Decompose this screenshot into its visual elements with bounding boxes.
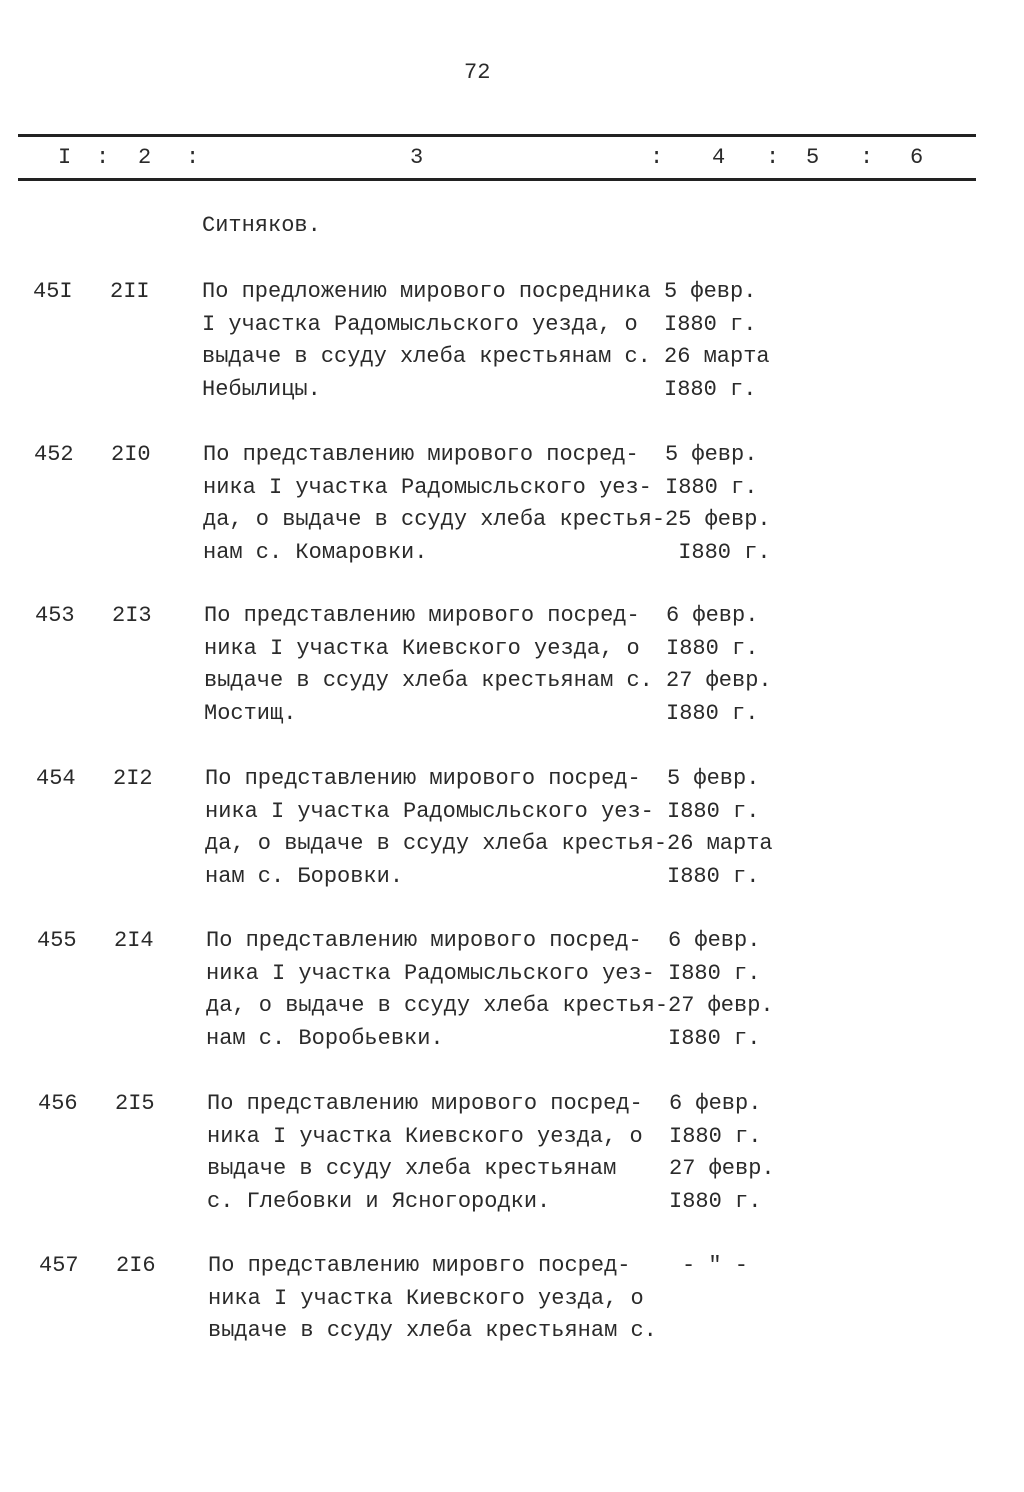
date-line: 25 февр. [665,507,771,532]
document-number: 2I0 [111,442,151,467]
column-separator: : [766,145,780,170]
description-line: По представлению мирового посред- [207,1091,643,1116]
document-number: 2I2 [113,766,153,791]
column-separator: : [96,145,110,170]
description-line: нам с. Боровки. [205,863,404,889]
document-number: 2I6 [116,1253,156,1278]
date-line: I880 г. [666,700,759,726]
column-header-5: 5 [806,145,820,170]
description-line: с. Глебовки и Ясногородки. [207,1188,551,1214]
column-header-1: I [58,145,72,170]
entry-number: 45I [33,279,73,304]
date-line: I880 г. [667,863,760,889]
description-line: да, о выдаче в ссуду хлеба крестья- [203,507,666,532]
date-line: 26 марта [664,344,770,369]
date-line: 27 февр. [668,993,774,1018]
date-line: 27 февр. [666,668,772,693]
date-line: I880 г. [669,1188,762,1214]
description-line: По предложению мирового посредника [202,279,651,304]
description-line: I участка Радомысльского уезда, о [202,311,638,337]
date-line: I880 г. [664,376,757,402]
date-line: I880 г. [665,474,758,500]
date-line: I880 г. [666,635,759,661]
description-line: По представлению мирового посред- [205,766,641,791]
description-line: да, о выдаче в ссуду хлеба крестья- [206,993,669,1018]
date-line: 6 февр. [666,603,759,628]
date-line: 27 февр. [669,1156,775,1181]
date-line: I880 г. [668,1025,761,1051]
preamble-text: Ситняков. [202,213,321,238]
description-line: нам с. Воробьевки. [206,1025,444,1051]
date-line: 26 марта [667,831,773,856]
date-line: - " - [682,1253,749,1278]
date-line: I880 г. [665,539,771,565]
description-line: да, о выдаче в ссуду хлеба крестья- [205,831,668,856]
entry-number: 454 [36,766,76,791]
date-line: 6 февр. [668,928,761,953]
column-header-6: 6 [910,145,924,170]
description-line: ника I участка Радомысльского уез- [205,798,654,824]
date-line: 5 февр. [664,279,757,304]
document-number: 2I5 [115,1091,155,1116]
document-number: 2I4 [114,928,154,953]
entry-number: 457 [39,1253,79,1278]
description-line: По представлению мирового посред- [203,442,639,467]
entry-number: 452 [34,442,74,467]
entry-number: 455 [37,928,77,953]
date-line: 5 февр. [665,442,758,467]
date-line: 5 февр. [667,766,760,791]
date-line: I880 г. [664,311,757,337]
document-number: 2I3 [112,603,152,628]
column-header-4: 4 [712,145,726,170]
description-line: нам с. Комаровки. [203,539,428,565]
description-line: ника I участка Киевского уезда, о [204,635,640,661]
document-number: 2II [110,279,150,304]
description-line: выдаче в ссуду хлеба крестьянам [207,1156,617,1181]
description-line: выдаче в ссуду хлеба крестьянам с. [204,668,653,693]
entry-number: 456 [38,1091,78,1116]
date-line: I880 г. [667,798,760,824]
description-line: По представлению мирового посред- [204,603,640,628]
page-number: 72 [464,60,491,85]
entry-number: 453 [35,603,75,628]
header-bottom-rule [18,178,976,181]
date-line: 6 февр. [669,1091,762,1116]
column-separator: : [860,145,874,170]
description-line: ника I участка Радомысльского уез- [206,960,655,986]
description-line: ника I участка Радомысльского уез- [203,474,652,500]
column-separator: : [186,145,200,170]
description-line: выдаче в ссуду хлеба крестьянам с. [208,1318,657,1343]
date-line: I880 г. [668,960,761,986]
header-top-rule [18,134,976,137]
column-separator: : [650,145,664,170]
description-line: Небылицы. [202,376,321,402]
description-line: ника I участка Киевского уезда, о [207,1123,643,1149]
description-line: Мостищ. [204,700,297,726]
description-line: выдаче в ссуду хлеба крестьянам с. [202,344,651,369]
description-line: ника I участка Киевского уезда, о [208,1285,644,1311]
description-line: По представлению мирового посред- [206,928,642,953]
description-line: По представлению мировго посред- [208,1253,631,1278]
column-header-2: 2 [138,145,152,170]
column-header-3: 3 [410,145,424,170]
date-line: I880 г. [669,1123,762,1149]
